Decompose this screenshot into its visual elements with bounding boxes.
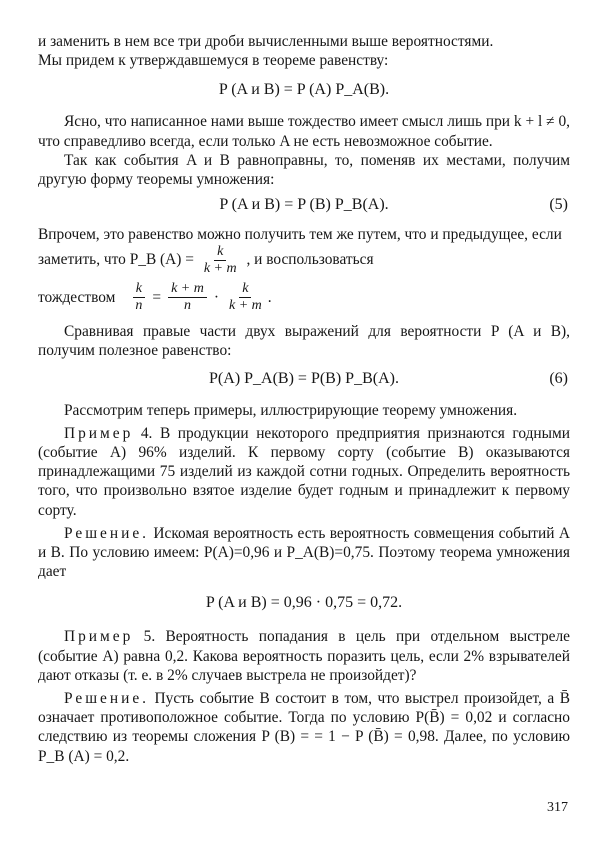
fraction-k-n	[132, 281, 145, 314]
formula-5-text: P (A и B) = P (B) P_B(A).	[219, 196, 389, 214]
fraction-km-n-denominator: n	[183, 298, 191, 314]
formula-5-number: (5)	[549, 196, 568, 214]
solution-4-text: Искомая вероятность есть вероятность совмещения событий A и B. По условию имеем: P(A)=0,96 и P_A(B)=0,75. Поэтому теорема умножения дает	[38, 524, 570, 581]
fraction-k-n-denominator: n	[135, 298, 143, 314]
fraction-k-km	[226, 281, 265, 314]
text-line-2: Мы придем к утверждавшемуся в теореме равенству:	[38, 52, 389, 70]
formula-6-number: (6)	[549, 369, 568, 387]
identity-label: тождеством	[38, 289, 116, 307]
page-body	[38, 32, 570, 766]
solution-5-label: Решение.	[64, 690, 150, 708]
paragraph-examples-intro: Рассмотрим теперь примеры, иллюстрирующие теорему умножения.	[64, 401, 518, 419]
fraction-k-km-denominator: k + m	[228, 298, 262, 314]
derivation-text-end: , и воспользоваться	[246, 251, 374, 269]
fraction-k-km-numerator: k	[239, 281, 251, 298]
fraction-km-n-numerator: k + m	[168, 281, 207, 298]
paragraph-derivation	[38, 225, 570, 277]
example-5-text: 5. Вероятность попадания в цель при отдельном выстреле (событие A) равна 0,2. Какова вероятность поразить цель, если 2% взрывателей дают отказы (т. е. в 2% случаев выстрела не произойдет)?	[38, 628, 570, 684]
paragraph-symmetry: Так как события A и B равноправны, то, поменяв их местами, получим другую форму теоремы умножения:	[38, 151, 570, 189]
formula-5	[38, 195, 570, 215]
fraction-pb-numerator: k	[214, 244, 226, 261]
solution-4-label: Решение.	[64, 524, 150, 542]
formula-6	[38, 369, 570, 389]
fraction-pb	[201, 244, 240, 277]
identity-line	[38, 281, 570, 314]
example-4-text: 4. В продукции некоторого предприятия признаются годными (событие A) 96% изделий. К первому сорту (событие B) оказываются принадлежащими 75 изделий из каждой сотни годных. Определить вероятность того, что произвольно взятое изделие будет годным и принадлежит к первому сорту.	[38, 424, 570, 519]
fraction-k-n-numerator: k	[133, 281, 145, 298]
solution-5-text: Пусть событие B состоит в том, что выстрел произойдет, а B̄ означает противоположное событие. Тогда по условию P(B̄) = 0,02 и согласно следствию из теоремы сложения P (B) = = 1 − P (B̄) = 0,98. Далее, по условию P_B (A) = 0,2.	[38, 690, 570, 765]
example-5	[38, 627, 570, 685]
page-number: 317	[547, 800, 568, 815]
example-4	[38, 424, 570, 520]
formula-multiplication: P (A и B) = P (A) P_A(B).	[218, 81, 390, 99]
solution-4	[38, 524, 570, 582]
identity-dot: ·	[213, 289, 219, 307]
paragraph-identity: Ясно, что написанное нами выше тождество имеет смысл лишь при k + l ≠ 0, что справедливо всегда, если только A не есть невозможное событие.	[38, 113, 570, 150]
formula-result-4: P (A и B) = 0,96 · 0,75 = 0,72.	[205, 594, 403, 612]
identity-equals: =	[152, 289, 162, 307]
fraction-pb-denominator: k + m	[203, 261, 237, 277]
text-line-1: и заменить в нем все три дроби вычисленными выше вероятностями.	[38, 33, 494, 50]
fraction-km-n	[168, 281, 207, 314]
derivation-text: Впрочем, это равенство можно получить тем же путем, что и предыдущее, если заметить, что P_B (A) =	[38, 226, 562, 269]
formula-6-text: P(A) P_A(B) = P(B) P_B(A).	[209, 369, 399, 387]
example-4-label: Пример	[64, 424, 134, 442]
paragraph-comparison: Сравнивая правые части двух выражений для вероятности P (A и B), получим полезное равенство:	[38, 323, 570, 360]
example-5-label: Пример	[64, 628, 134, 646]
identity-period: .	[267, 289, 272, 307]
solution-5	[38, 689, 570, 766]
